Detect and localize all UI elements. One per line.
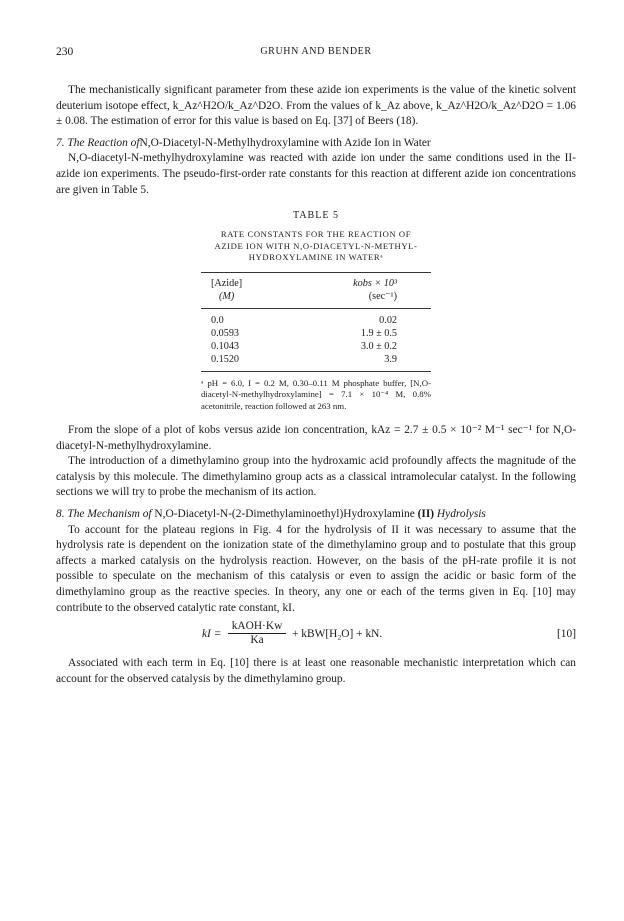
table-caption-line: RATE CONSTANTS FOR THE REACTION OF <box>220 229 412 240</box>
equation-numerator: kAOH·Kw <box>228 620 286 634</box>
section-heading-tail: Hydrolysis <box>436 508 486 521</box>
table-5 <box>201 210 431 413</box>
table-row <box>201 340 431 353</box>
paragraph-slope: From the slope of a plot of kobs versus azide ion concentration, kAz = 2.7 ± 0.5 × 10⁻² M⁻¹ sec⁻¹ for N,O-diacetyl-N-methylhydroxylamine. <box>56 424 576 452</box>
section-heading-pre: The Reaction of <box>67 136 140 149</box>
cell-azide: 0.1520 <box>211 353 240 365</box>
equation-number: [10] <box>557 628 576 641</box>
section-heading-compound: N,O-Diacetyl-N-Methylhydroxylamine with Azide Ion in Water <box>139 136 431 149</box>
table-5-grid <box>201 273 431 308</box>
section-number: 8. <box>56 508 65 521</box>
col-header-azide: [Azide] <box>211 277 243 289</box>
col-header-azide-unit: (M) <box>219 290 235 302</box>
table-row <box>201 327 431 340</box>
table-row <box>201 353 431 366</box>
running-head: GRUHN AND BENDER <box>260 46 372 57</box>
table-row <box>201 309 431 327</box>
paragraph-dimethylamino: The introduction of a dimethylamino group into the hydroxamic acid profoundly affects the magnitude of the catalysis by this molecule. The dimethylamino group acts as a classical intramolecular catalyst. In the following sections we will try to probe the mechanism of its action. <box>56 455 576 499</box>
table-caption-line: AZIDE ION WITH N,O-DIACETYL-N-METHYL- <box>214 240 418 251</box>
table-caption <box>201 229 431 264</box>
section-heading-roman: (II) <box>417 508 435 521</box>
page-number: 230 <box>56 46 74 58</box>
table-header-row <box>201 290 431 308</box>
cell-kobs: 3.0 ± 0.2 <box>360 340 397 352</box>
cell-azide: 0.0 <box>211 314 224 326</box>
equation-fraction <box>228 620 286 647</box>
cell-kobs: 1.9 ± 0.5 <box>360 327 397 339</box>
cell-kobs: 0.02 <box>379 314 397 326</box>
page-header <box>56 46 576 62</box>
page-body <box>56 83 576 687</box>
paragraph-plateau: To account for the plateau regions in Fig. 4 for the hydrolysis of II it was necessary to assume that the hydrolysis rate is dependent on the ionization state of the dimethylamino group and to postulate that this group affects a marked catalysis on the hydrolysis reaction. However, on the basis of the pH-rate profile it is not possible to speculate on the mechanism of this catalysis or even to assign the acidic or basic form of the dimethylamino group as the reactive species. In theory, any one or each of the terms given in Eq. [10] may contribute to the observed catalytic rate constant, kI. <box>56 523 576 614</box>
section-heading-7 <box>56 136 576 152</box>
table-5-rows <box>201 309 431 366</box>
section-heading-pre: The Mechanism of <box>67 508 152 521</box>
paragraph-interpretation: Associated with each term in Eq. [10] there is at least one reasonable mechanistic interpretation which can account for the observed catalysis by the dimethylamino group. <box>56 657 576 685</box>
cell-azide: 0.1043 <box>211 340 240 352</box>
equation-rest: + kBW[H₂O] + kN. <box>292 628 383 641</box>
table-caption-line: HYDROXYLAMINE IN WATERᵃ <box>248 252 384 263</box>
table-header-row <box>201 273 431 290</box>
col-header-kobs-unit: (sec⁻¹) <box>368 290 397 302</box>
equation-10 <box>56 622 576 650</box>
table-footnote: ᵃ pH = 6.0, I = 0.2 M, 0.30–0.11 M phosphate buffer, [N,O-diacetyl-N-methylhydroxylamine] = 7.1 × 10⁻⁴ M, 0.8% acetonitrile, reaction followed at 263 nm. <box>201 377 431 412</box>
section-number: 7. <box>56 136 65 149</box>
paragraph-isotope-effect: The mechanistically significant parameter from these azide ion experiments is the value of the kinetic solvent deuterium isotope effect, k_Az^H2O/k_Az^D2O. From the values of k_Az above, k_Az^H2O/k_Az^D2O = 1.06 ± 0.08. The estimation of error for this value is based on Eq. [37] of Beers (18). <box>56 84 576 128</box>
equation-lhs: kI = <box>202 628 222 641</box>
cell-azide: 0.0593 <box>211 327 240 339</box>
section-heading-compound: N,O-Diacetyl-N-(2-Dimethylaminoethyl)Hydroxylamine <box>154 508 415 521</box>
table-bottom-rule <box>201 371 431 372</box>
table-label: TABLE 5 <box>293 210 339 222</box>
paragraph-reaction: N,O-diacetyl-N-methylhydroxylamine was reacted with azide ion under the same conditions used in the II-azide ion experiments. The pseudo-first-order rate constants for this reaction at different azide ion concentrations are given in Table 5. <box>56 152 576 196</box>
equation-denominator: Ka <box>250 634 264 647</box>
section-heading-8 <box>56 507 576 523</box>
col-header-kobs: kobs × 10³ <box>353 277 397 289</box>
cell-kobs: 3.9 <box>384 353 397 365</box>
